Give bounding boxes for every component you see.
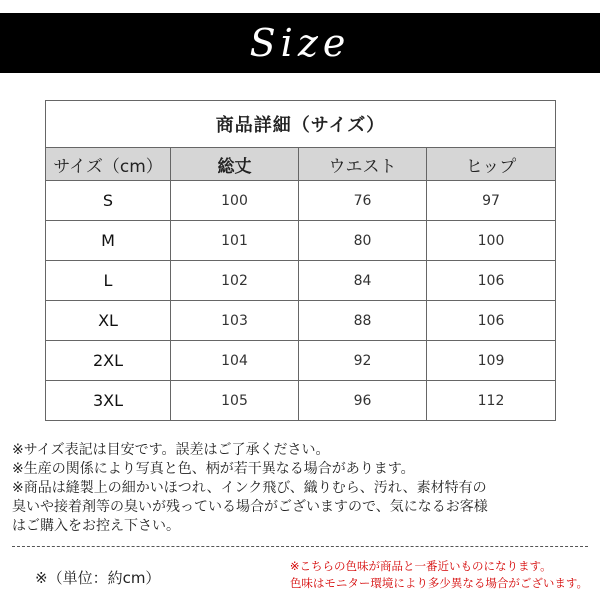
color-note-line: 色味はモニター環境により多少異なる場合がございます。 [289, 576, 588, 590]
hip-cell: 100 [427, 221, 556, 261]
table-row [46, 381, 556, 421]
size-cell: 2XL [46, 341, 171, 381]
color-note-line: ※こちらの色味が商品と一番近いものになります。 [289, 559, 552, 573]
length-cell: 105 [171, 381, 299, 421]
note-line: 臭いや接着剤等の臭いが残っている場合がございますので、気になるお客様 [12, 499, 488, 515]
waist-cell: 80 [299, 221, 427, 261]
size-cell: L [46, 261, 171, 301]
hip-cell: 106 [427, 261, 556, 301]
header-size: サイズ（cm） [46, 148, 171, 181]
size-cell: XL [46, 301, 171, 341]
size-table [45, 100, 556, 421]
size-banner [0, 13, 600, 73]
table-title: 商品詳細（サイズ） [46, 101, 556, 148]
table-header-row [46, 148, 556, 181]
waist-cell: 76 [299, 181, 427, 221]
unit-note: ※（単位：約cm） [35, 569, 161, 587]
notes-block [12, 441, 592, 536]
length-cell: 101 [171, 221, 299, 261]
table-row [46, 221, 556, 261]
table-title-row [46, 101, 556, 148]
hip-cell: 109 [427, 341, 556, 381]
size-cell: 3XL [46, 381, 171, 421]
table-row [46, 341, 556, 381]
header-hip: ヒップ [427, 148, 556, 181]
length-cell: 103 [171, 301, 299, 341]
waist-cell: 84 [299, 261, 427, 301]
size-cell: S [46, 181, 171, 221]
table-row [46, 301, 556, 341]
waist-cell: 96 [299, 381, 427, 421]
table-row [46, 181, 556, 221]
header-length: 総丈 [171, 148, 299, 181]
table-row [46, 261, 556, 301]
hip-cell: 112 [427, 381, 556, 421]
header-waist: ウエスト [299, 148, 427, 181]
note-line: ※商品は縫製上の細かいほつれ、インク飛び、織りむら、汚れ、素材特有の [12, 480, 487, 496]
dashed-divider [12, 546, 588, 547]
length-cell: 102 [171, 261, 299, 301]
length-cell: 100 [171, 181, 299, 221]
length-cell: 104 [171, 341, 299, 381]
hip-cell: 97 [427, 181, 556, 221]
color-notes [290, 558, 588, 592]
size-cell: M [46, 221, 171, 261]
note-line: ※サイズ表記は目安です。誤差はご了承ください。 [12, 442, 330, 458]
banner-title: Size [249, 21, 351, 65]
note-line: はご購入をお控え下さい。 [12, 518, 180, 534]
note-line: ※生産の関係により写真と色、柄が若干異なる場合があります。 [12, 461, 415, 477]
hip-cell: 106 [427, 301, 556, 341]
waist-cell: 92 [299, 341, 427, 381]
waist-cell: 88 [299, 301, 427, 341]
